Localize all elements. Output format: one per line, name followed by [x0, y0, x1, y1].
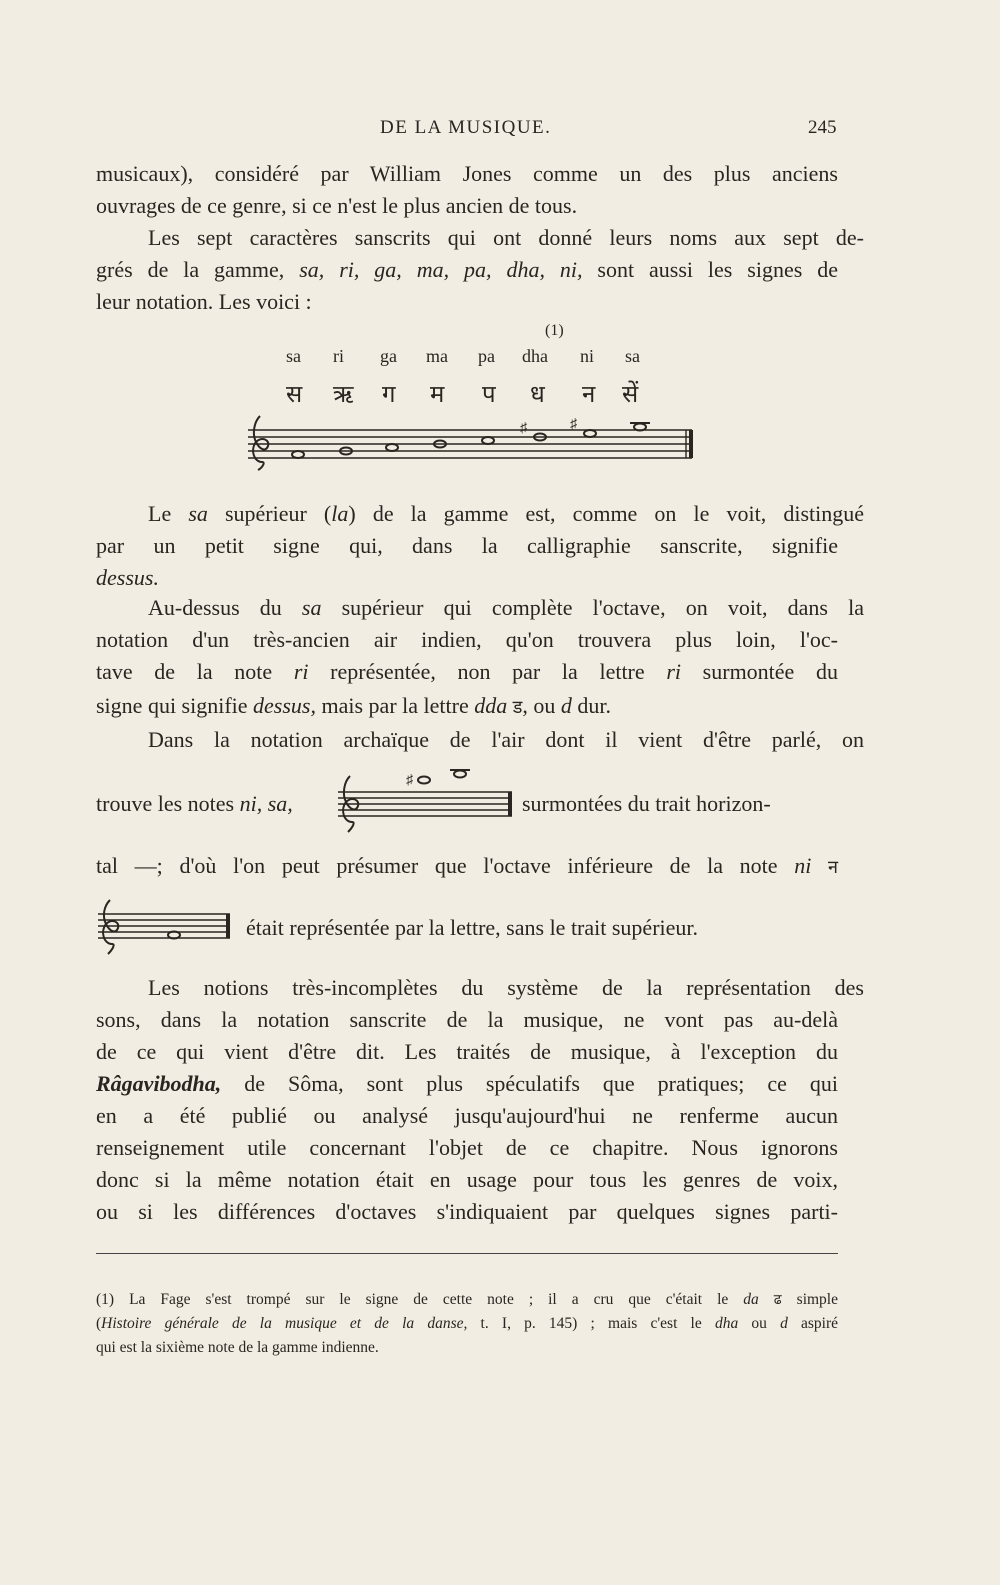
- footnote-line: qui est la sixième note de la gamme indienne.: [96, 1339, 379, 1356]
- note-head: [482, 437, 494, 444]
- treble-clef-icon: [253, 416, 268, 470]
- music-staff-scale: [240, 412, 700, 474]
- devanagari-letter: सें: [622, 380, 639, 408]
- text-line: par un petit signe qui, dans la calligraphie sanscrite, signifie: [96, 533, 838, 558]
- text-line: était représentée par la lettre, sans le trait supérieur.: [246, 915, 699, 940]
- note-head: [454, 771, 466, 778]
- note-head: [292, 451, 304, 458]
- sharp-icon: ♯: [570, 417, 577, 432]
- treble-clef-icon: [103, 900, 118, 954]
- text-line: notation d'un très-ancien air indien, qu'on trouvera plus loin, l'oc-: [96, 627, 838, 652]
- scale-syllable: ri: [333, 346, 344, 366]
- scale-syllable: sa: [625, 346, 640, 366]
- text-line: surmontées du trait horizon-: [522, 791, 771, 816]
- footnote-line: (Histoire générale de la musique et de la danse, t. I, p. 145) ; mais c'est le dha ou d aspiré: [96, 1315, 839, 1332]
- text-line: de ce qui vient d'être dit. Les traités de musique, à l'exception du: [96, 1039, 838, 1064]
- note-head: [386, 444, 398, 451]
- scale-syllable: dha: [522, 346, 548, 366]
- text-line: dessus.: [96, 565, 159, 590]
- devanagari-letter: ध: [530, 380, 545, 408]
- devanagari-letter: न: [828, 857, 838, 878]
- note-head: [584, 430, 596, 437]
- devanagari-letter: म: [430, 380, 445, 408]
- text-line: Râgavibodha, de Sôma, sont plus spéculatifs que pratiques; ce qui: [96, 1071, 838, 1096]
- scale-syllable: sa: [286, 346, 301, 366]
- text-line: Le sa supérieur (la) de la gamme est, comme on le voit, distingué: [148, 501, 864, 526]
- text-line: signe qui signifie dessus, mais par la lettre dda ड, ou d dur.: [96, 693, 611, 718]
- note-head: [418, 777, 430, 784]
- text-line: Les notions très-incomplètes du système de la représentation des: [148, 975, 864, 1000]
- scale-syllable: ni: [580, 346, 595, 366]
- devanagari-letter: ढ: [773, 1292, 782, 1308]
- text-line: donc si la même notation était en usage pour tous les genres de voix,: [96, 1167, 838, 1192]
- text-line: tal —; d'où l'on peut présumer que l'octave inférieure de la note ni न: [96, 853, 838, 878]
- text-line: ouvrages de ce genre, si ce n'est le plus ancien de tous.: [96, 193, 578, 218]
- page-number: 245: [808, 117, 837, 138]
- text-line: leur notation. Les voici :: [96, 289, 312, 314]
- text-line: renseignement utile concernant l'objet de ce chapitre. Nous ignorons: [96, 1135, 838, 1160]
- text-line: ou si les différences d'octaves s'indiquaient par quelques signes parti-: [96, 1199, 838, 1224]
- sharp-icon: ♯: [520, 421, 527, 436]
- sharp-icon: ♯: [406, 773, 413, 788]
- text-line: trouve les notes ni, sa,: [96, 791, 293, 816]
- note-names: sa, ri, ga, ma, pa, dha, ni,: [299, 257, 583, 282]
- text-line: en a été publié ou analysé jusqu'aujourd'hui ne renferme aucun: [96, 1103, 838, 1128]
- scale-syllable: pa: [478, 346, 495, 366]
- devanagari-letter: स: [286, 380, 303, 408]
- music-staff-low-ni: [92, 896, 236, 960]
- footnote-line: (1) La Fage s'est trompé sur le signe de cette note ; il a cru que c'était le da ढ simple: [96, 1291, 838, 1308]
- footnote-divider: [96, 1253, 838, 1254]
- devanagari-letter: न: [582, 380, 596, 408]
- devanagari-letter: ऋ: [333, 380, 354, 408]
- text-line: Dans la notation archaïque de l'air dont il vient d'être parlé, on: [148, 727, 864, 752]
- scale-syllable: ma: [426, 346, 448, 366]
- devanagari-letter: ग: [382, 380, 396, 408]
- running-header: DE LA MUSIQUE.: [380, 117, 552, 138]
- text-line: sons, dans la notation sanscrite de la musique, ne vont pas au-delà: [96, 1007, 838, 1032]
- text-line: Au-dessus du sa supérieur qui complète l'octave, on voit, dans la: [148, 595, 864, 620]
- text-line: grés de la gamme, sa, ri, ga, ma, pa, dha, ni, sont aussi les signes de: [96, 257, 838, 282]
- text-line: musicaux), considéré par William Jones comme un des plus anciens: [96, 161, 838, 186]
- text-line: Les sept caractères sanscrits qui ont donné leurs noms aux sept de-: [148, 225, 864, 250]
- devanagari-letter: प: [482, 380, 496, 408]
- text-line: tave de la note ri représentée, non par la lettre ri surmontée du: [96, 659, 838, 684]
- treatise-title: Râgavibodha,: [96, 1071, 222, 1096]
- music-staff-ni-sa: [332, 766, 518, 838]
- scale-syllable: ga: [380, 346, 397, 366]
- devanagari-letter: ड: [512, 697, 523, 718]
- footnote-reference: (1): [545, 322, 564, 339]
